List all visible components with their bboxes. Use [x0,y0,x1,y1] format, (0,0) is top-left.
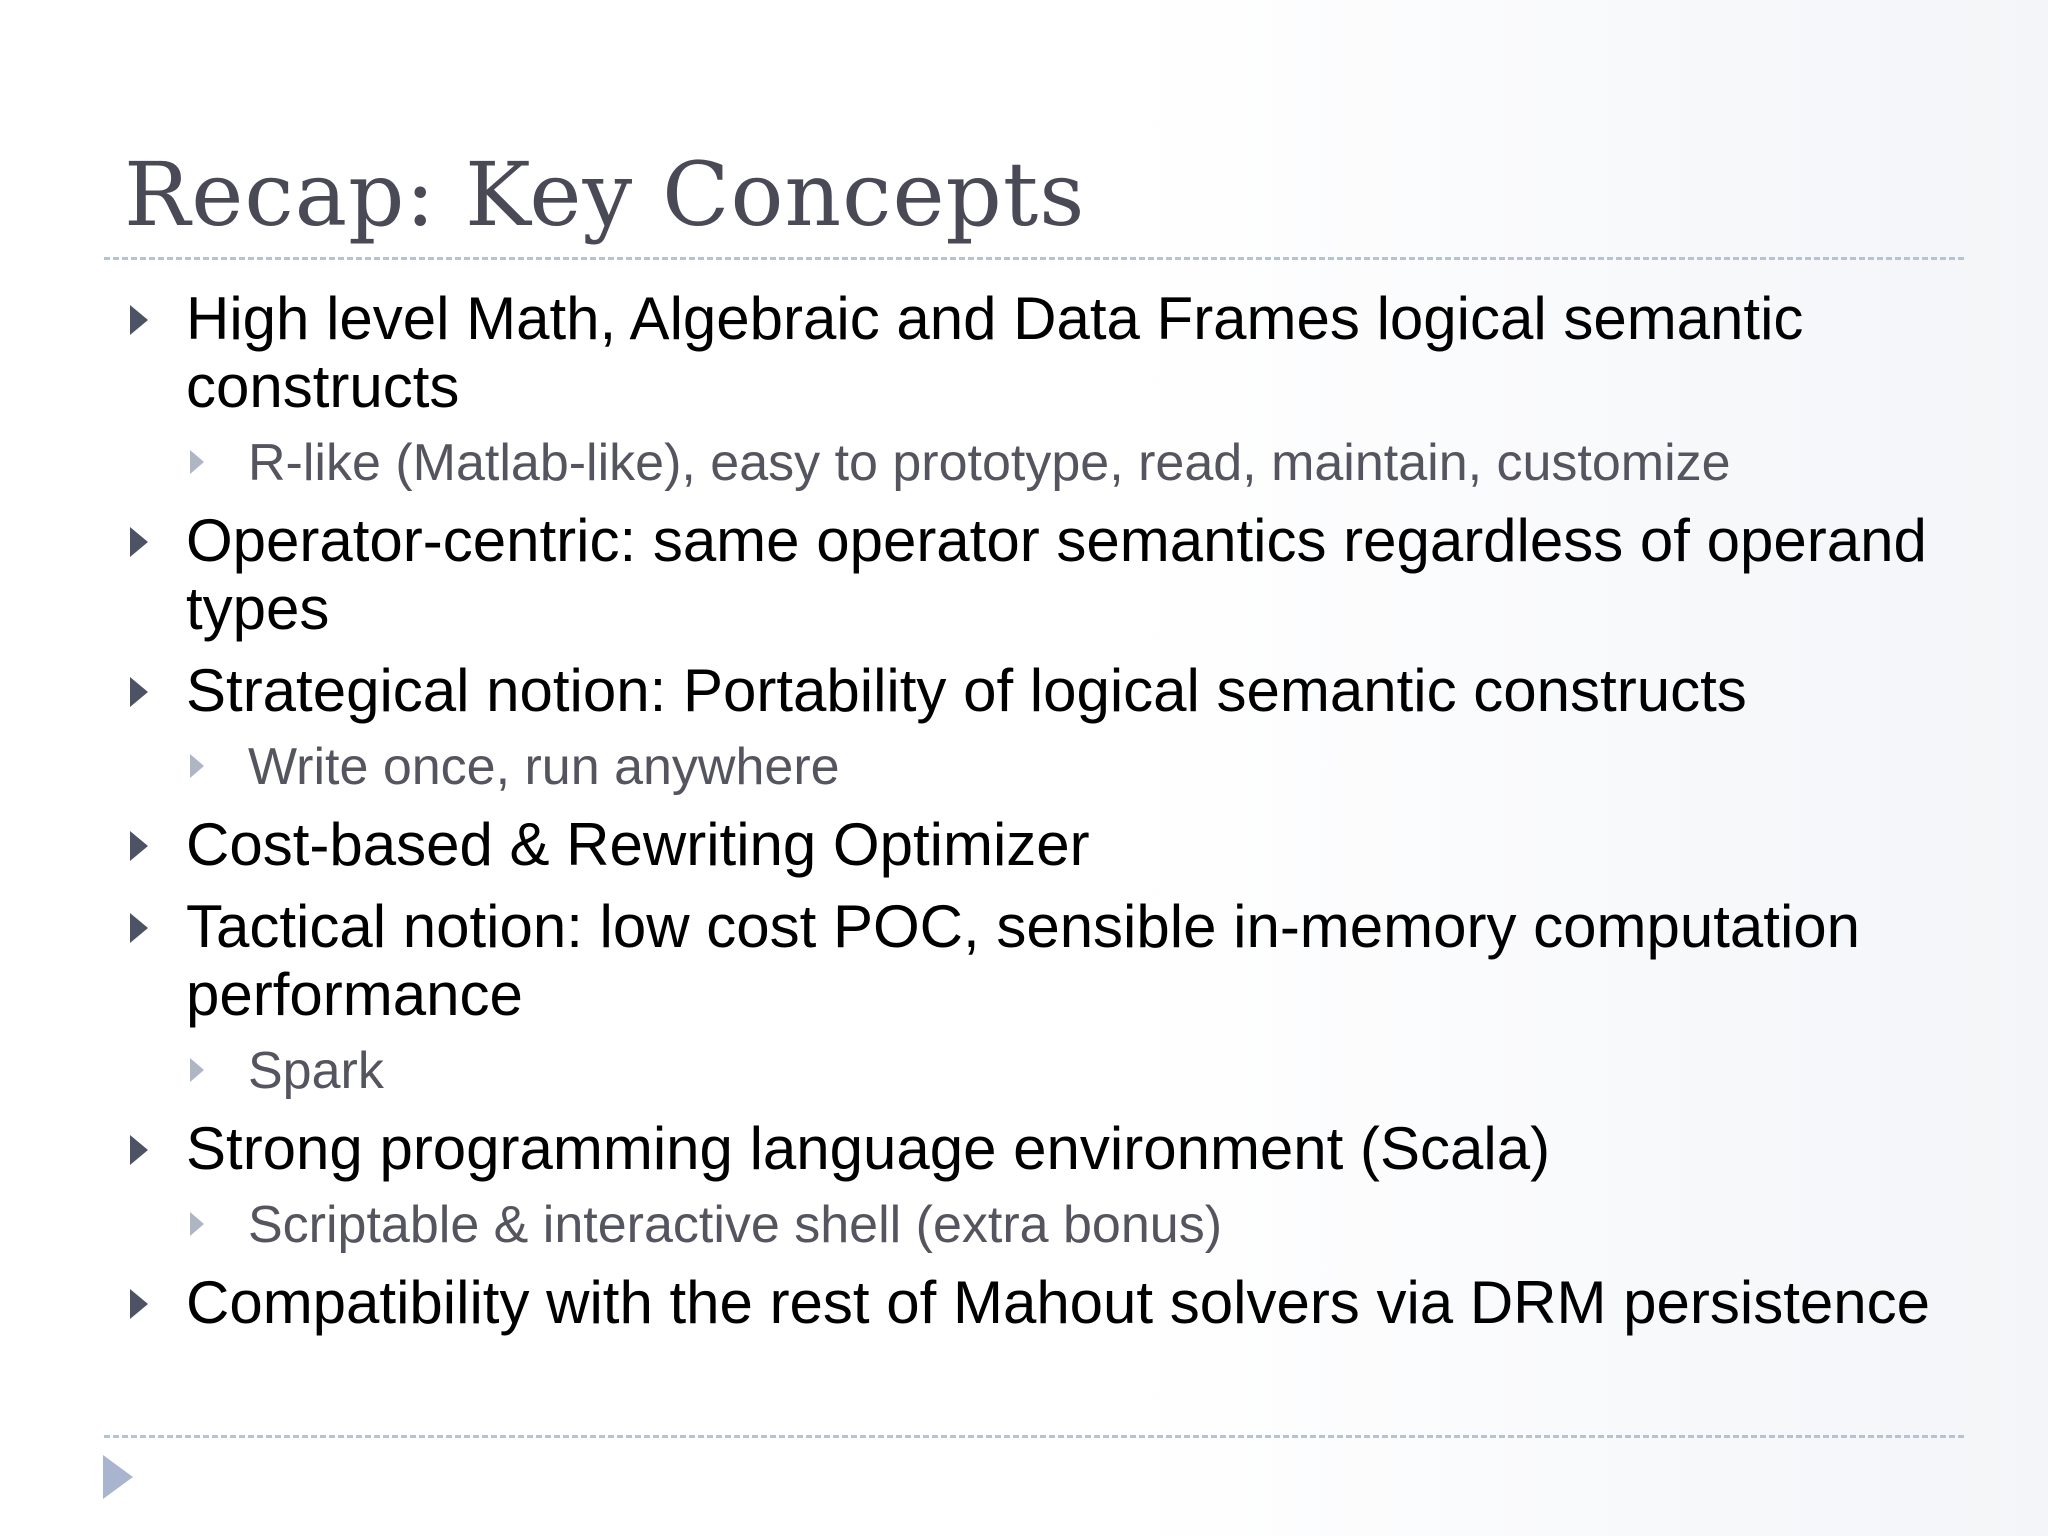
triangle-right-icon [130,913,148,943]
bullet-item [124,657,1954,725]
bullet-item [124,811,1954,879]
bullet-text: Cost-based & Rewriting Optimizer [186,811,1090,878]
sub-bullet-item [124,1195,1954,1255]
triangle-right-icon [130,677,148,707]
title-divider [104,257,1964,260]
small-triangle-right-icon [190,754,204,778]
bullet-text: Strategical notion: Portability of logical semantic constructs [186,657,1747,724]
sub-bullet-item [124,737,1954,797]
next-slide-icon[interactable] [103,1455,133,1499]
bullet-text: Operator-centric: same operator semantics regardless of operand types [186,507,1927,642]
bullet-item [124,893,1954,1029]
sub-bullet-item [124,1041,1954,1101]
bullet-text: Compatibility with the rest of Mahout solvers via DRM persistence [186,1269,1930,1336]
triangle-right-icon [130,1289,148,1319]
bullet-text: Strong programming language environment (Scala) [186,1115,1551,1182]
small-triangle-right-icon [190,1212,204,1236]
sub-bullet-text: Scriptable & interactive shell (extra bonus) [248,1196,1223,1254]
triangle-right-icon [130,305,148,335]
bullet-item [124,1269,1954,1337]
bullet-text: High level Math, Algebraic and Data Frames logical semantic constructs [186,285,1804,420]
triangle-right-icon [130,1135,148,1165]
bullet-item [124,285,1954,421]
triangle-right-icon [130,831,148,861]
sub-bullet-item [124,433,1954,493]
footer-divider [104,1435,1964,1438]
sub-bullet-text: Write once, run anywhere [248,738,840,796]
bullet-item [124,507,1954,643]
slide-title: Recap: Key Concepts [124,143,1086,246]
bullet-list [124,285,1954,1337]
triangle-right-icon [130,527,148,557]
small-triangle-right-icon [190,1058,204,1082]
small-triangle-right-icon [190,450,204,474]
bullet-item [124,1115,1954,1183]
bullet-text: Tactical notion: low cost POC, sensible in-memory computation performance [186,893,1861,1028]
sub-bullet-text: R-like (Matlab-like), easy to prototype, read, maintain, customize [248,434,1731,492]
sub-bullet-text: Spark [248,1042,384,1100]
